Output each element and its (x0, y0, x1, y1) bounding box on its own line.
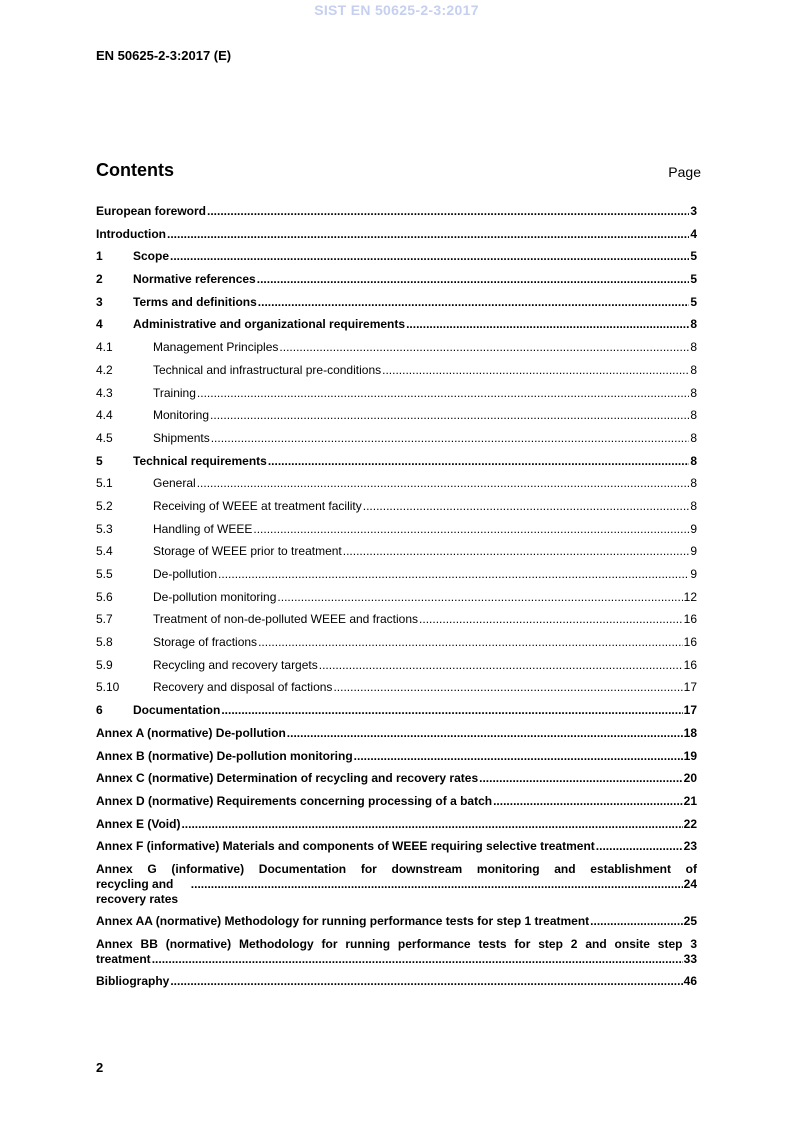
toc-entry-title: Recovery and disposal of factions (153, 680, 333, 695)
toc-entry-page: 8 (690, 498, 697, 513)
toc-entry-title-line2: treatment (96, 951, 151, 966)
toc-entry-number: 5.1 (96, 476, 113, 491)
toc-entry-title: European foreword (96, 204, 207, 218)
toc-entry-number: 5 (96, 453, 103, 468)
toc-entry-page: 3 (690, 204, 697, 218)
toc-entry-title: De-pollution monitoring (153, 589, 277, 604)
toc-entry-title: Annex E (Void) (96, 816, 181, 831)
toc-entry-title: Annex F (informative) Materials and components of WEEE requiring selective treatment (96, 839, 595, 854)
page-column-label: Page (668, 164, 701, 180)
toc-entry-number: 5.2 (96, 498, 113, 513)
toc-entry-page: 8 (690, 362, 697, 377)
toc-entry-5-5[interactable] (96, 563, 697, 586)
toc-entry-title: General (153, 476, 196, 491)
toc-entry-page: 17 (683, 680, 697, 695)
toc-entry-title-line1: Annex BB (normative) Methodology for running performance tests for step 2 and onsite step 3 (96, 936, 697, 951)
toc-entry-number: 5.8 (96, 635, 113, 650)
toc-entry-number: 6 (96, 703, 103, 718)
toc-entry-title: Administrative and organizational requirements (133, 317, 406, 332)
toc-entry-page: 8 (690, 340, 697, 355)
toc-entry-annex-d[interactable] (96, 790, 697, 813)
toc-entry-number: 5.3 (96, 521, 113, 536)
toc-entry-page: 20 (683, 771, 697, 786)
toc-entry-page: 19 (683, 748, 697, 763)
toc-entry-title-line2: recycling and recovery rates (96, 876, 179, 906)
toc-entry-number: 2 (96, 272, 103, 287)
toc-entry-5-2[interactable] (96, 495, 697, 518)
toc-entry-title: Storage of fractions (153, 635, 258, 650)
toc-entry-4-4[interactable] (96, 404, 697, 427)
toc-entry-title: Storage of WEEE prior to treatment (153, 544, 342, 559)
toc-entry-page: 21 (683, 793, 697, 808)
toc-entry-introduction[interactable] (96, 223, 697, 246)
toc-entry-title: Monitoring (153, 408, 210, 423)
toc-entry-number: 4.4 (96, 408, 113, 423)
toc-entry-number: 5.4 (96, 544, 113, 559)
toc-entry-title: Receiving of WEEE at treatment facility (153, 498, 362, 513)
toc-entry-number: 5.7 (96, 612, 113, 627)
toc-entry-annex-c[interactable] (96, 767, 697, 790)
toc-entry-title: Documentation (133, 703, 221, 718)
toc-entry-5-4[interactable] (96, 540, 697, 563)
toc-entry-page: 22 (683, 816, 697, 831)
toc-entry-title: Technical and infrastructural pre-conditions (153, 362, 382, 377)
toc-entry-title: Annex B (normative) De-pollution monitoring (96, 748, 353, 763)
watermark-text: SIST EN 50625-2-3:2017 (314, 2, 479, 18)
toc-entry-title: Technical requirements (133, 453, 267, 468)
toc-entry-4-2[interactable] (96, 359, 697, 382)
toc-entry-annex-f[interactable] (96, 835, 697, 858)
toc-entry-page: 17 (683, 703, 697, 718)
toc-entry-number: 5.9 (96, 657, 113, 672)
toc-entry-title: Annex AA (normative) Methodology for running performance tests for step 1 treatment (96, 913, 590, 928)
toc-entry-5-7[interactable] (96, 608, 697, 631)
toc-entry-number: 5.6 (96, 589, 113, 604)
toc-entry-page: 18 (683, 725, 697, 740)
table-of-contents (96, 200, 697, 992)
toc-entry-5-3[interactable] (96, 518, 697, 541)
toc-entry-title: Annex A (normative) De-pollution (96, 725, 286, 740)
toc-entry-title-line1: Annex G (informative) Documentation for downstream monitoring and establishment of (96, 861, 697, 876)
toc-entry-number: 5.5 (96, 567, 113, 581)
toc-entry-annex-e[interactable] (96, 813, 697, 836)
toc-entry-page: 16 (683, 635, 697, 650)
toc-entry-page: 33 (683, 951, 697, 966)
toc-entry-page: 24 (683, 876, 697, 891)
toc-entry-4-1[interactable] (96, 336, 697, 359)
toc-entry-page: 5 (690, 294, 697, 309)
toc-entry-4-3[interactable] (96, 382, 697, 405)
toc-entry-page: 9 (690, 544, 697, 559)
document-id-header: EN 50625-2-3:2017 (E) (96, 48, 232, 63)
toc-entry-page: 16 (683, 612, 697, 627)
page-number: 2 (96, 1060, 104, 1075)
toc-entry-page: 8 (690, 408, 697, 423)
toc-entry-scope[interactable] (96, 245, 697, 268)
toc-entry-page: 5 (690, 272, 697, 287)
toc-entry-title: Management Principles (153, 340, 279, 355)
toc-entry-number: 4.2 (96, 362, 113, 377)
toc-entry-5-10[interactable] (96, 676, 697, 699)
toc-entry-page: 8 (690, 476, 697, 491)
toc-entry-page: 9 (690, 567, 697, 581)
toc-entry-title: Introduction (96, 226, 166, 241)
toc-entry-technical-requirements[interactable] (96, 450, 697, 473)
toc-entry-title: Normative references (133, 272, 256, 287)
toc-entry-number: 4.3 (96, 385, 113, 400)
toc-entry-terms-definitions[interactable] (96, 291, 697, 314)
toc-entry-page: 12 (683, 589, 697, 604)
toc-entry-title: Annex D (normative) Requirements concerning processing of a batch (96, 793, 493, 808)
toc-entry-number: 4.5 (96, 430, 113, 445)
toc-entry-annex-aa[interactable] (96, 910, 697, 933)
toc-entry-number: 5.10 (96, 680, 120, 695)
toc-entry-5-1[interactable] (96, 472, 697, 495)
toc-entry-page: 5 (690, 249, 697, 264)
toc-entry-annex-a[interactable] (96, 722, 697, 745)
toc-entry-number: 4 (96, 317, 103, 332)
toc-entry-title: Handling of WEEE (153, 521, 253, 536)
toc-entry-title: Shipments (153, 430, 210, 445)
toc-entry-5-8[interactable] (96, 631, 697, 654)
toc-entry-page: 8 (690, 317, 697, 332)
toc-entry-5-9[interactable] (96, 654, 697, 677)
toc-entry-normative-references[interactable] (96, 268, 697, 291)
toc-entry-number: 3 (96, 294, 103, 309)
toc-entry-annex-bb[interactable] (96, 933, 697, 970)
toc-entry-annex-b[interactable] (96, 745, 697, 768)
toc-entry-title: Annex C (normative) Determination of recycling and recovery rates (96, 771, 479, 786)
toc-entry-documentation[interactable] (96, 699, 697, 722)
toc-entry-page: 8 (690, 430, 697, 445)
toc-entry-page: 4 (690, 226, 697, 241)
toc-entry-page: 8 (690, 453, 697, 468)
toc-entry-title: Recycling and recovery targets (153, 657, 318, 672)
toc-entry-page: 16 (683, 657, 697, 672)
toc-entry-page: 8 (690, 385, 697, 400)
toc-entry-page: 9 (690, 521, 697, 536)
toc-entry-number: 1 (96, 249, 103, 264)
toc-entry-number: 4.1 (96, 340, 113, 355)
toc-entry-page: 46 (683, 973, 697, 988)
toc-entry-title: Scope (133, 249, 170, 264)
toc-entry-annex-g[interactable] (96, 858, 697, 910)
toc-entry-european-foreword[interactable] (96, 200, 697, 223)
toc-entry-page: 23 (683, 839, 697, 854)
toc-entry-title: Treatment of non-de-polluted WEEE and fractions (153, 612, 419, 627)
toc-entry-administrative-requirements[interactable] (96, 313, 697, 336)
toc-entry-4-5[interactable] (96, 427, 697, 450)
toc-entry-5-6[interactable] (96, 586, 697, 609)
toc-entry-bibliography[interactable] (96, 970, 697, 993)
toc-entry-title: Bibliography (96, 973, 170, 988)
toc-entry-title: Training (153, 385, 196, 400)
contents-title: Contents (96, 160, 174, 180)
toc-entry-title: De-pollution (153, 567, 218, 581)
toc-entry-title: Terms and definitions (133, 294, 257, 309)
toc-entry-page: 25 (683, 913, 697, 928)
